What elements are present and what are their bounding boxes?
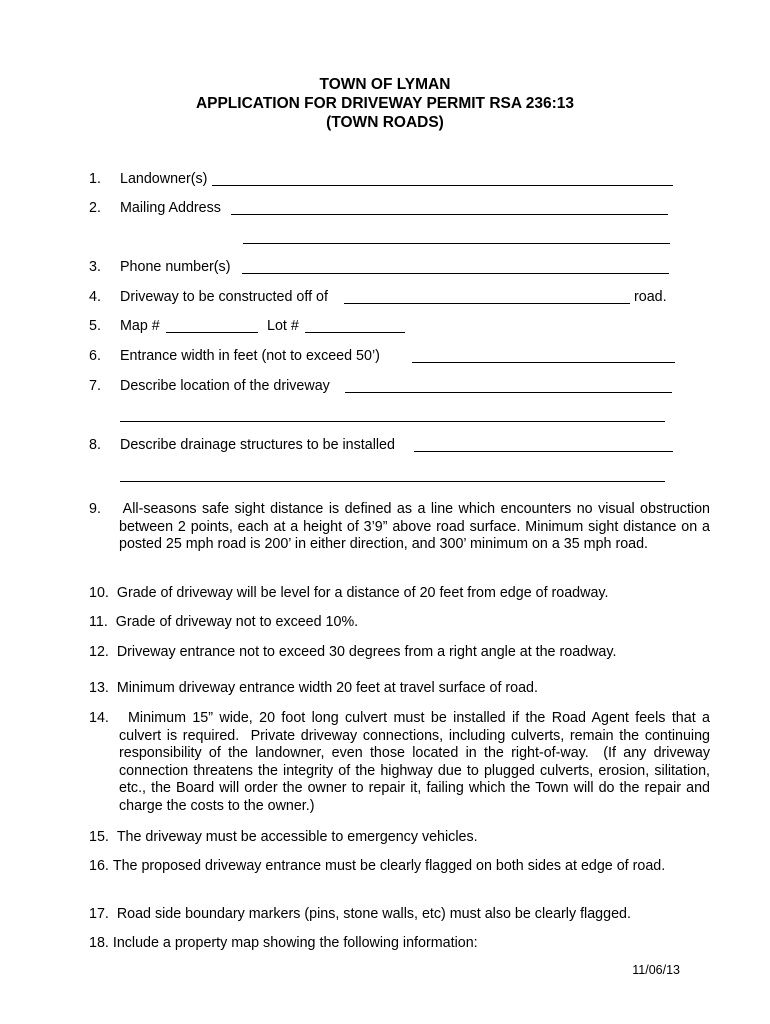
location-field[interactable]	[345, 392, 672, 393]
field-number: 7.	[89, 378, 101, 394]
rule-flagged-entrance: 16. The proposed driveway entrance must be clearly flagged on both sides at edge of road.	[89, 858, 666, 874]
road-field[interactable]	[344, 303, 630, 304]
town-name: TOWN OF LYMAN	[319, 76, 451, 93]
location-field-line2[interactable]	[120, 421, 665, 422]
rule-emergency-access: 15. The driveway must be accessible to emergency vehicles.	[89, 829, 478, 845]
rule-grade-level: 10. Grade of driveway will be level for a distance of 20 feet from edge of roadway.	[89, 585, 609, 601]
field-number: 1.	[89, 171, 101, 187]
location-label: Describe location of the driveway	[120, 378, 330, 394]
map-field[interactable]	[166, 332, 258, 333]
mailing-address-field[interactable]	[231, 214, 668, 215]
drainage-field-line2[interactable]	[120, 481, 665, 482]
field-number: 3.	[89, 259, 101, 275]
rule-culvert: 14. Minimum 15” wide, 20 foot long culvert must be installed if the Road Agent feels that a culvert is required. Private driveway connections, including culverts, remain the continuing responsibility of the landowner, even those located in the right-of-way. (If any driveway connection threatens the integrity of the highway due to plugged culverts, erosion, silitation, etc., the Board will order the owner to repair it, failing which the Town will do the repair and charge the costs to the owner.)	[89, 710, 710, 814]
field-number: 2.	[89, 200, 101, 216]
landowner-label: Landowner(s)	[120, 171, 208, 187]
field-number: 4.	[89, 289, 101, 305]
mailing-address-field-line2[interactable]	[243, 243, 670, 244]
map-label: Map #	[120, 318, 160, 334]
lot-label: Lot #	[267, 318, 299, 334]
field-number: 5.	[89, 318, 101, 334]
phone-field[interactable]	[242, 273, 669, 274]
form-subtitle: (TOWN ROADS)	[326, 114, 444, 131]
landowner-field[interactable]	[212, 185, 673, 186]
road-label: Driveway to be constructed off of	[120, 289, 328, 305]
rule-grade-max: 11. Grade of driveway not to exceed 10%.	[89, 614, 359, 630]
road-suffix: road.	[634, 289, 667, 305]
form-title: APPLICATION FOR DRIVEWAY PERMIT RSA 236:13	[195, 95, 575, 112]
rule-sight-distance: 9. All-seasons safe sight distance is defined as a line which encounters no visual obstruction between 2 points, each at a height of 3’9” above road surface. Minimum sight distance on a posted 25 mph road is 200’ in either direction, and 300’ minimum on a 35 mph road.	[89, 501, 710, 552]
entrance-width-field[interactable]	[412, 362, 675, 363]
rule-entrance-width: 13. Minimum driveway entrance width 20 feet at travel surface of road.	[89, 680, 538, 696]
field-number: 6.	[89, 348, 101, 364]
mailing-address-label: Mailing Address	[120, 200, 221, 216]
field-number: 8.	[89, 437, 101, 453]
rule-boundary-markers: 17. Road side boundary markers (pins, stone walls, etc) must also be clearly flagged.	[89, 906, 631, 922]
drainage-label: Describe drainage structures to be installed	[120, 437, 395, 453]
entrance-width-label: Entrance width in feet (not to exceed 50’)	[120, 348, 380, 364]
phone-label: Phone number(s)	[120, 259, 231, 275]
rule-property-map: 18. Include a property map showing the following information:	[89, 935, 478, 951]
lot-field[interactable]	[305, 332, 405, 333]
drainage-field[interactable]	[414, 451, 673, 452]
revision-date: 11/06/13	[632, 963, 680, 977]
rule-entrance-angle: 12. Driveway entrance not to exceed 30 degrees from a right angle at the roadway.	[89, 644, 617, 660]
